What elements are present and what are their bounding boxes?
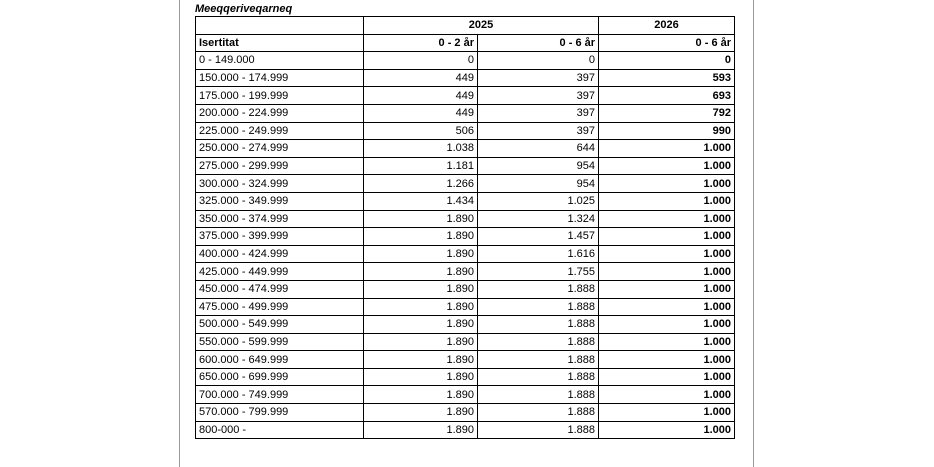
column-header-income: Isertitat	[196, 34, 364, 52]
value-2025-0-6-cell: 1.888	[478, 404, 599, 422]
value-2026-0-6-cell: 1.000	[599, 386, 735, 404]
income-cell: 150.000 - 174.999	[196, 69, 364, 87]
value-2025-0-2-cell: 1.890	[364, 245, 478, 263]
income-cell: 325.000 - 349.999	[196, 192, 364, 210]
value-2026-0-6-cell: 1.000	[599, 140, 735, 158]
column-header-2025-0-6: 0 - 6 år	[478, 34, 599, 52]
value-2026-0-6-cell: 1.000	[599, 351, 735, 369]
value-2026-0-6-cell: 1.000	[599, 421, 735, 439]
income-cell: 800-000 -	[196, 421, 364, 439]
value-2025-0-6-cell: 1.888	[478, 421, 599, 439]
table-row	[196, 69, 735, 87]
value-2025-0-2-cell: 1.890	[364, 298, 478, 316]
value-2025-0-2-cell: 1.890	[364, 333, 478, 351]
value-2026-0-6-cell: 1.000	[599, 175, 735, 193]
year-header-2026: 2026	[599, 17, 735, 35]
value-2025-0-6-cell: 1.025	[478, 192, 599, 210]
value-2025-0-2-cell: 1.181	[364, 157, 478, 175]
table-row	[196, 192, 735, 210]
table-row	[196, 298, 735, 316]
column-header-row	[196, 34, 735, 52]
income-cell: 425.000 - 449.999	[196, 263, 364, 281]
table-row	[196, 228, 735, 246]
table-row	[196, 333, 735, 351]
year-header-2025: 2025	[364, 17, 599, 35]
year-header-blank	[196, 17, 364, 35]
value-2025-0-6-cell: 397	[478, 104, 599, 122]
value-2025-0-2-cell: 1.890	[364, 404, 478, 422]
table-row	[196, 210, 735, 228]
value-2026-0-6-cell: 1.000	[599, 263, 735, 281]
value-2026-0-6-cell: 693	[599, 87, 735, 105]
value-2025-0-2-cell: 1.890	[364, 228, 478, 246]
table-row	[196, 140, 735, 158]
table-row	[196, 280, 735, 298]
income-cell: 450.000 - 474.999	[196, 280, 364, 298]
value-2026-0-6-cell: 1.000	[599, 192, 735, 210]
year-header-row	[196, 17, 735, 35]
value-2025-0-2-cell: 1.434	[364, 192, 478, 210]
column-header-2026-0-6: 0 - 6 år	[599, 34, 735, 52]
value-2025-0-6-cell: 397	[478, 69, 599, 87]
value-2025-0-2-cell: 1.890	[364, 263, 478, 281]
income-cell: 500.000 - 549.999	[196, 316, 364, 334]
value-2025-0-2-cell: 1.890	[364, 280, 478, 298]
value-2025-0-6-cell: 397	[478, 122, 599, 140]
table-row	[196, 175, 735, 193]
table-row	[196, 122, 735, 140]
value-2026-0-6-cell: 1.000	[599, 157, 735, 175]
column-header-2025-0-2: 0 - 2 år	[364, 34, 478, 52]
value-2026-0-6-cell: 1.000	[599, 280, 735, 298]
income-cell: 375.000 - 399.999	[196, 228, 364, 246]
income-cell: 475.000 - 499.999	[196, 298, 364, 316]
value-2026-0-6-cell: 1.000	[599, 333, 735, 351]
value-2025-0-6-cell: 1.888	[478, 333, 599, 351]
tariff-table	[195, 16, 735, 439]
income-cell: 300.000 - 324.999	[196, 175, 364, 193]
value-2025-0-2-cell: 506	[364, 122, 478, 140]
value-2025-0-2-cell: 449	[364, 69, 478, 87]
value-2025-0-2-cell: 0	[364, 52, 478, 70]
income-cell: 600.000 - 649.999	[196, 351, 364, 369]
value-2026-0-6-cell: 1.000	[599, 368, 735, 386]
value-2025-0-6-cell: 1.888	[478, 351, 599, 369]
income-cell: 570.000 - 799.999	[196, 404, 364, 422]
income-cell: 200.000 - 224.999	[196, 104, 364, 122]
table-row	[196, 386, 735, 404]
value-2025-0-6-cell: 1.616	[478, 245, 599, 263]
value-2025-0-6-cell: 954	[478, 175, 599, 193]
table-row	[196, 157, 735, 175]
value-2026-0-6-cell: 593	[599, 69, 735, 87]
value-2025-0-6-cell: 0	[478, 52, 599, 70]
table-row	[196, 368, 735, 386]
value-2025-0-2-cell: 1.890	[364, 368, 478, 386]
income-cell: 550.000 - 599.999	[196, 333, 364, 351]
value-2026-0-6-cell: 990	[599, 122, 735, 140]
value-2025-0-6-cell: 644	[478, 140, 599, 158]
table-row	[196, 104, 735, 122]
value-2026-0-6-cell: 1.000	[599, 228, 735, 246]
value-2025-0-2-cell: 1.890	[364, 386, 478, 404]
value-2025-0-2-cell: 1.890	[364, 421, 478, 439]
value-2026-0-6-cell: 1.000	[599, 298, 735, 316]
income-cell: 0 - 149.000	[196, 52, 364, 70]
income-cell: 400.000 - 424.999	[196, 245, 364, 263]
value-2025-0-6-cell: 1.324	[478, 210, 599, 228]
income-cell: 350.000 - 374.999	[196, 210, 364, 228]
value-2026-0-6-cell: 1.000	[599, 245, 735, 263]
value-2026-0-6-cell: 1.000	[599, 404, 735, 422]
value-2025-0-2-cell: 1.038	[364, 140, 478, 158]
value-2025-0-6-cell: 1.888	[478, 298, 599, 316]
value-2025-0-2-cell: 1.266	[364, 175, 478, 193]
table-row	[196, 421, 735, 439]
income-cell: 275.000 - 299.999	[196, 157, 364, 175]
value-2025-0-2-cell: 1.890	[364, 351, 478, 369]
income-cell: 650.000 - 699.999	[196, 368, 364, 386]
income-cell: 700.000 - 749.999	[196, 386, 364, 404]
income-cell: 225.000 - 249.999	[196, 122, 364, 140]
value-2025-0-6-cell: 1.888	[478, 368, 599, 386]
value-2025-0-6-cell: 1.888	[478, 386, 599, 404]
value-2025-0-6-cell: 1.888	[478, 316, 599, 334]
table-row	[196, 263, 735, 281]
income-cell: 250.000 - 274.999	[196, 140, 364, 158]
table-row	[196, 245, 735, 263]
value-2025-0-2-cell: 1.890	[364, 210, 478, 228]
table-row	[196, 87, 735, 105]
value-2026-0-6-cell: 1.000	[599, 210, 735, 228]
value-2026-0-6-cell: 0	[599, 52, 735, 70]
value-2025-0-2-cell: 1.890	[364, 316, 478, 334]
value-2026-0-6-cell: 1.000	[599, 316, 735, 334]
table-row	[196, 316, 735, 334]
table-row	[196, 351, 735, 369]
value-2025-0-6-cell: 1.888	[478, 280, 599, 298]
value-2025-0-6-cell: 397	[478, 87, 599, 105]
value-2026-0-6-cell: 792	[599, 104, 735, 122]
table-row	[196, 404, 735, 422]
value-2025-0-6-cell: 954	[478, 157, 599, 175]
table-row	[196, 52, 735, 70]
value-2025-0-2-cell: 449	[364, 87, 478, 105]
table-caption: Meeqqeriveqarneq	[195, 3, 293, 15]
value-2025-0-6-cell: 1.457	[478, 228, 599, 246]
value-2025-0-2-cell: 449	[364, 104, 478, 122]
income-cell: 175.000 - 199.999	[196, 87, 364, 105]
value-2025-0-6-cell: 1.755	[478, 263, 599, 281]
